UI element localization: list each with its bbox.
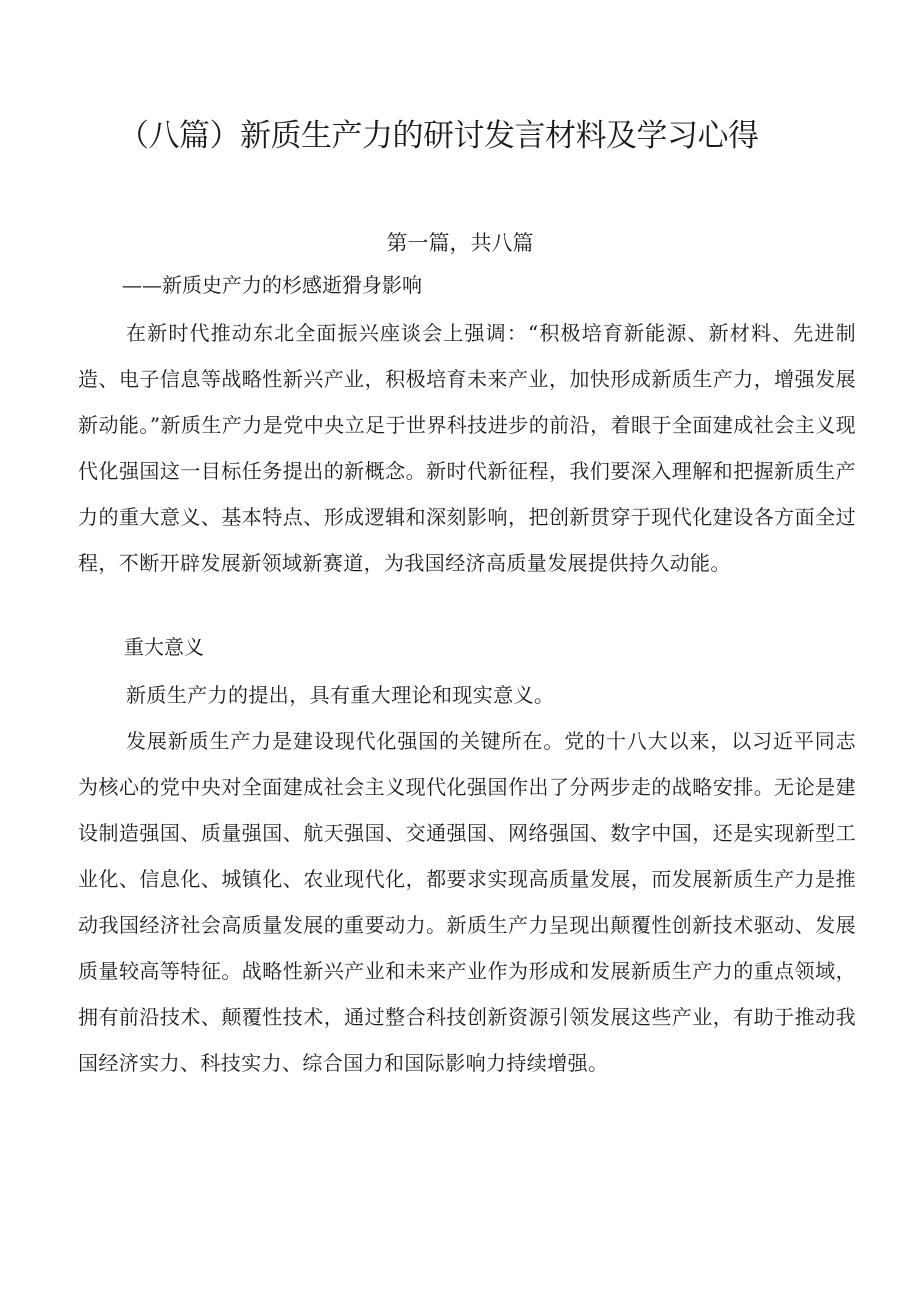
section-heading: 重大意义: [124, 635, 204, 659]
document-title: （八篇）新质生产力的研讨发言材料及学习心得: [118, 118, 759, 154]
intro-paragraph: 在新时代推动东北全面振兴座谈会上强调：“积极培育新能源、新材料、先进制造、电子信息等战略性新兴产业，积极培育未来产业，加快形成新质生产力，增强发展新动能。”新质生产力是党中央立足于世界科技进步的前沿，着眼于全面建成社会主义现代化强国这一目标任务提出的新概念。新时代新征程，我们要深入理解和把握新质生产力的重大意义、基本特点、形成逻辑和深刻影响，把创新贯穿于现代化建设各方面全过程，不断开辟发展新领域新赛道，为我国经济高质量发展提供持久动能。: [78, 321, 856, 575]
part-heading: 第一篇，共八篇: [386, 231, 534, 255]
section-paragraph: 新质生产力的提出，具有重大理论和现实意义。: [126, 683, 555, 707]
subtitle: ——新质史产力的杉感逝猾身影响: [122, 273, 422, 297]
section-paragraph: 发展新质生产力是建设现代化强国的关键所在。党的十八大以来，以习近平同志为核心的党中央对全面建成社会主义现代化强国作出了分两步走的战略安排。无论是建设制造强国、质量强国、航天强国、交通强国、网络强国、数字中国，还是实现新型工业化、信息化、城镇化、农业现代化，都要求实现高质量发展，而发展新质生产力是推动我国经济社会高质量发展的重要动力。新质生产力呈现出颠覆性创新技术驱动、发展质量较高等特征。战略性新兴产业和未来产业作为形成和发展新质生产力的重点领域，拥有前沿技术、颠覆性技术，通过整合科技创新资源引领发展这些产业，有助于推动我国经济实力、科技实力、综合国力和国际影响力持续增强。: [78, 729, 856, 1075]
